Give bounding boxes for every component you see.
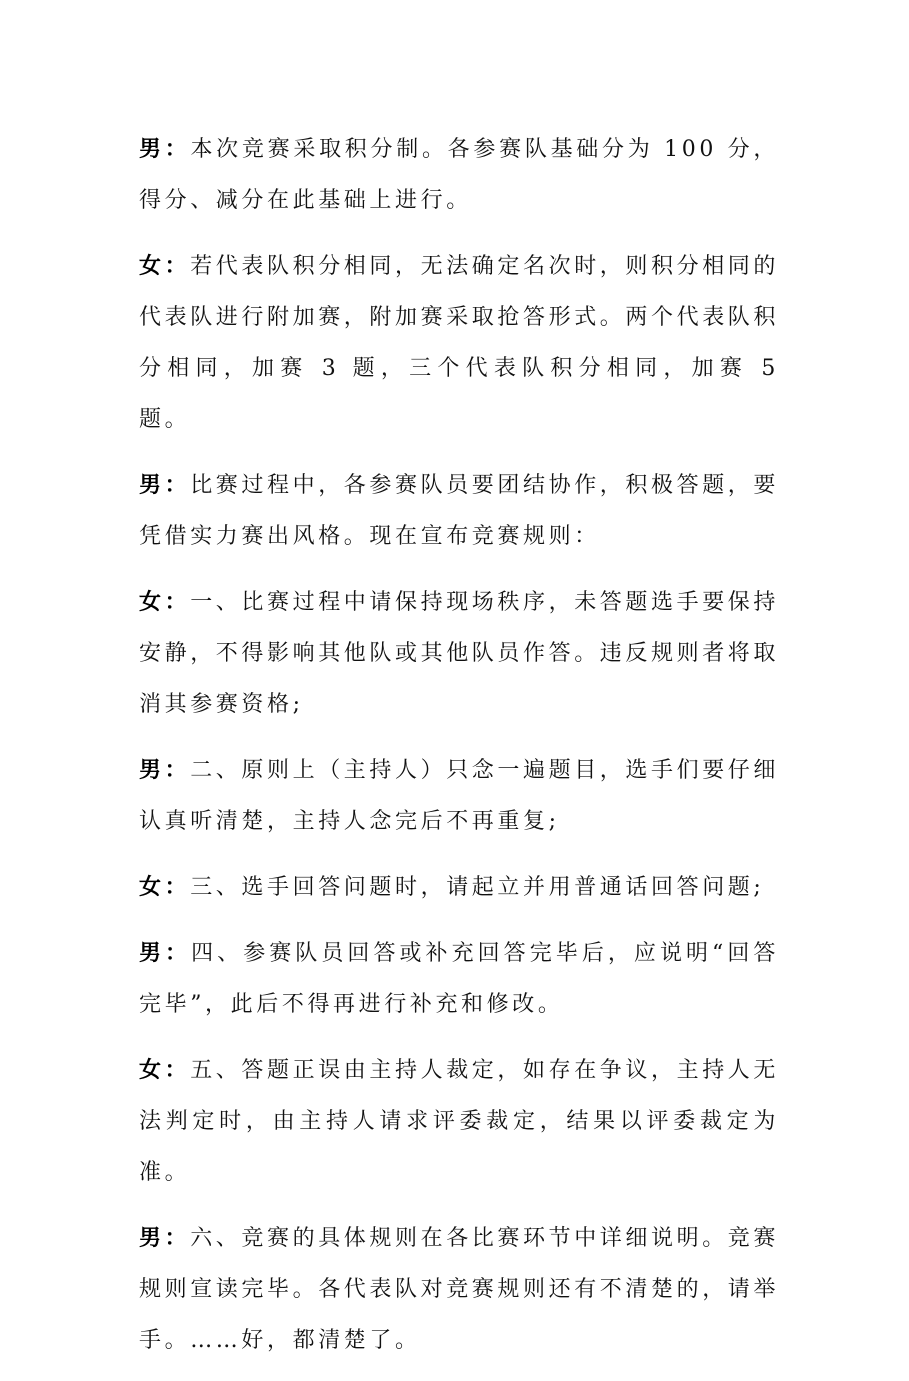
paragraph-1 — [139, 124, 779, 226]
speaker-label: 女： — [139, 254, 191, 279]
paragraph-9 — [139, 1213, 779, 1366]
paragraph-text: 一、比赛过程中请保持现场秩序，未答题选手要保持安静，不得影响其他队或其他队员作答。违反规则者将取消其参赛资格; — [139, 590, 780, 717]
speaker-label: 男： — [139, 1226, 191, 1251]
paragraph-text: 比赛过程中，各参赛队员要团结协作，积极答题，要凭借实力赛出风格。现在宣布竞赛规则： — [139, 473, 780, 549]
speaker-label: 男： — [139, 473, 191, 498]
paragraph-text: 本次竞赛采取积分制。各参赛队基础分为 100 分，得分、减分在此基础上进行。 — [139, 137, 779, 213]
speaker-label: 男： — [139, 137, 191, 162]
paragraph-text: 六、竞赛的具体规则在各比赛环节中详细说明。竞赛规则宣读完毕。各代表队对竞赛规则还有不清楚的，请举手。……好，都清楚了。 — [139, 1226, 780, 1353]
paragraph-5 — [139, 745, 779, 847]
speaker-label: 女： — [139, 1058, 191, 1083]
speaker-label: 女： — [139, 590, 191, 615]
speaker-label: 女： — [139, 875, 191, 900]
paragraph-text: 若代表队积分相同，无法确定名次时，则积分相同的代表队进行附加赛，附加赛采取抢答形式。两个代表队积分相同，加赛 3 题，三个代表队积分相同，加赛 5 题。 — [139, 254, 780, 432]
speaker-label: 男： — [139, 941, 192, 966]
paragraph-4 — [139, 577, 779, 730]
paragraph-text: 四、参赛队员回答或补充回答完毕后，应说明“回答完毕”，此后不得再进行补充和修改。 — [139, 941, 779, 1017]
speaker-label: 男： — [139, 758, 191, 783]
paragraph-text: 二、原则上（主持人）只念一遍题目，选手们要仔细认真听清楚，主持人念完后不再重复; — [139, 758, 780, 834]
paragraph-text: 三、选手回答问题时，请起立并用普通话回答问题; — [190, 875, 765, 900]
paragraph-8 — [139, 1045, 779, 1198]
paragraph-6 — [139, 862, 779, 913]
document-body — [139, 124, 779, 1381]
paragraph-2 — [139, 241, 779, 445]
paragraph-text: 五、答题正误由主持人裁定，如存在争议，主持人无法判定时，由主持人请求评委裁定，结果以评委裁定为准。 — [139, 1058, 780, 1185]
paragraph-7 — [139, 928, 779, 1030]
paragraph-3 — [139, 460, 779, 562]
